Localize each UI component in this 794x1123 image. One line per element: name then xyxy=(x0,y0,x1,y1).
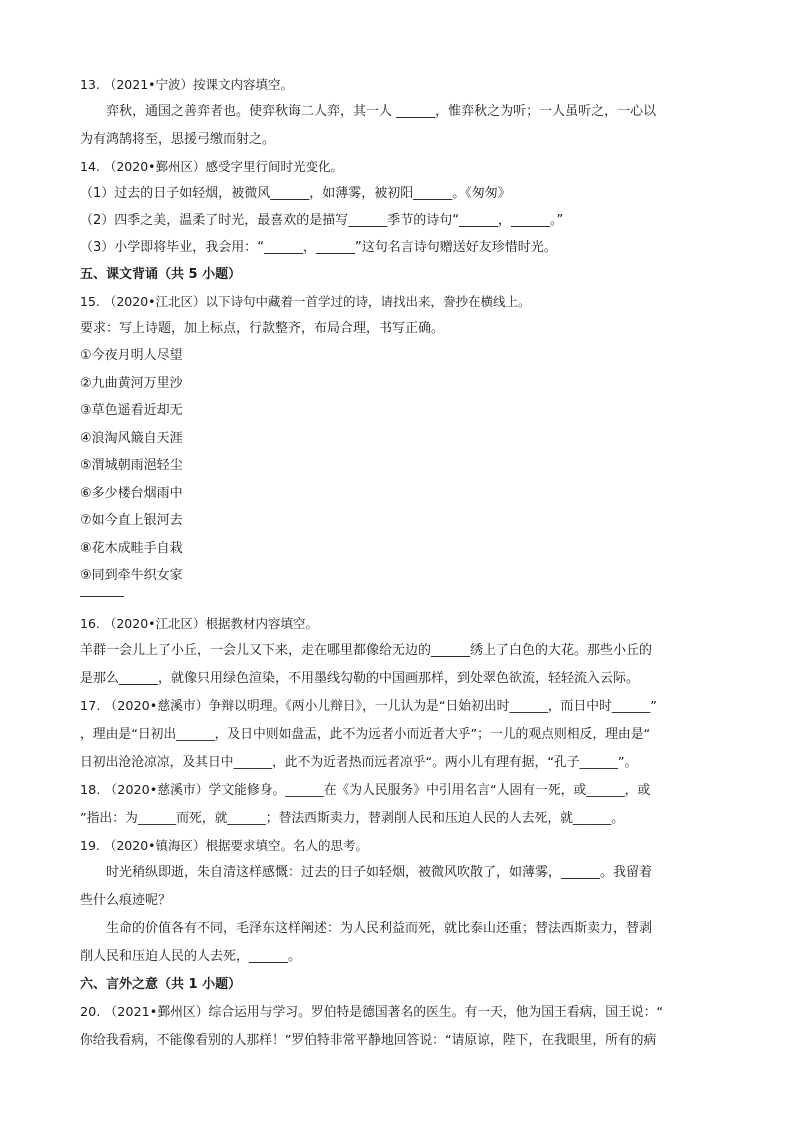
question-19-line1: 时光稍纵即逝，朱自清这样感慨：过去的日子如轻烟，被微风吹散了，如薄雾，______。我留着 xyxy=(106,864,653,880)
question-14-sub-1: （1）过去的日子如轻烟，被微风______，如薄雾，被初阳______。《匆匆》 xyxy=(80,186,511,201)
question-16-text-line1: 羊群一会儿上了小丘，一会儿又下来，走在哪里都像给无边的______绣上了白色的大花。那些小丘的 xyxy=(80,642,653,658)
poem-line-item: ④浪淘风簸自天涯 xyxy=(80,430,183,446)
question-13-text-line1: 弈秋，通国之善弈者也。使弈秋诲二人弈，其一人 ______，惟弈秋之为听；一人虽听之，一心以 xyxy=(106,104,657,119)
question-15-heading: 15. （2020•江北区）以下诗句中藏着一首学过的诗，请找出来，誊抄在横线上。 xyxy=(80,294,531,309)
poem-line-item: ⑦如今直上银河去 xyxy=(80,513,183,528)
question-17-line1: 17. （2020•慈溪市）争辩以明理。《两小儿辩日》，一儿认为是“日始初出时______，而日中时______” xyxy=(80,698,657,714)
question-19-line3: 生命的价值各有不同，毛泽东这样阐述：为人民利益而死，就比泰山还重；替法西斯卖力，替剥 xyxy=(106,920,653,936)
poem-line-item: ⑨同到牵牛织女家 xyxy=(80,568,183,583)
question-14-sub-2: （2）四季之美，温柔了时光，最喜欢的是描写______季节的诗句“______，______。” xyxy=(80,213,564,228)
question-19-heading: 19. （2020•镇海区）根据要求填空。名人的思考。 xyxy=(80,837,369,853)
section-6-heading: 六、言外之意（共 1 小题） xyxy=(80,976,242,992)
question-13-text-line2: 为有鸿鹄将至，思援弓缴而射之。 xyxy=(80,132,276,147)
question-16-heading: 16. （2020•江北区）根据教材内容填空。 xyxy=(80,615,319,631)
poem-line-item: ⑧花木成畦手自栽 xyxy=(80,540,183,556)
poem-line-item: ③草色遥看近却无 xyxy=(80,403,183,418)
question-16-text-line2: 是那么______，就像只用绿色渲染，不用墨线勾勒的中国画那样，到处翠色欲流，轻轻流入云际。 xyxy=(80,670,640,686)
question-17-line3: 日初出沧沧凉凉，及其日中______，此不为近者热而远者凉乎“。两小儿有理有据，“孔子______”。 xyxy=(80,754,638,770)
poem-line-item: ②九曲黄河万里沙 xyxy=(80,375,183,391)
question-19-line2: 些什么痕迹呢？ xyxy=(80,892,172,908)
poem-line-item: ①今夜月明人尽望 xyxy=(80,348,183,363)
poem-line-item: ⑥多少楼台烟雨中 xyxy=(80,485,183,501)
section-5-heading: 五、课文背诵（共 5 小题） xyxy=(80,267,242,282)
question-13-heading: 13. （2021•宁波）按课文内容填空。 xyxy=(80,77,294,92)
question-20-line2: 你给我看病，不能像看别的人那样！”罗伯特非常平静地回答说：“请原谅，陛下，在我眼里，所有的病 xyxy=(80,1032,657,1048)
question-20-line1: 20. （2021•鄞州区）综合运用与学习。罗伯特是德国著名的医生。有一天，他为国王看病，国王说：“ xyxy=(80,1004,664,1020)
question-17-line2: ，理由是“日初出______，及日中则如盘盂，此不为远者小而近者大乎”；一儿的观点则相反，理由是“ xyxy=(80,726,651,742)
question-18-line2: ”指出：为______而死，就______；替法西斯卖力，替剥削人民和压迫人民的人去死，就______。 xyxy=(80,810,625,826)
exam-page xyxy=(80,72,720,1055)
question-14-heading: 14. （2020•鄞州区）感受字里行间时光变化。 xyxy=(80,159,344,174)
answer-blank-line xyxy=(80,596,124,597)
question-15-requirement: 要求：写上诗题，加上标点，行款整齐，布局合理，书写正确。 xyxy=(80,321,445,336)
question-19-line4: 削人民和压迫人民的人去死，______。 xyxy=(80,948,302,964)
question-18-line1: 18. （2020•慈溪市）学文能修身。______在《为人民服务》中引用名言“人固有一死，或______，或 xyxy=(80,782,651,798)
question-14-sub-3: （3）小学即将毕业，我会用：“______，______”这句名言诗句赠送好友珍惜时光。 xyxy=(80,240,557,255)
poem-line-item: ⑤渭城朝雨浥轻尘 xyxy=(80,458,183,473)
